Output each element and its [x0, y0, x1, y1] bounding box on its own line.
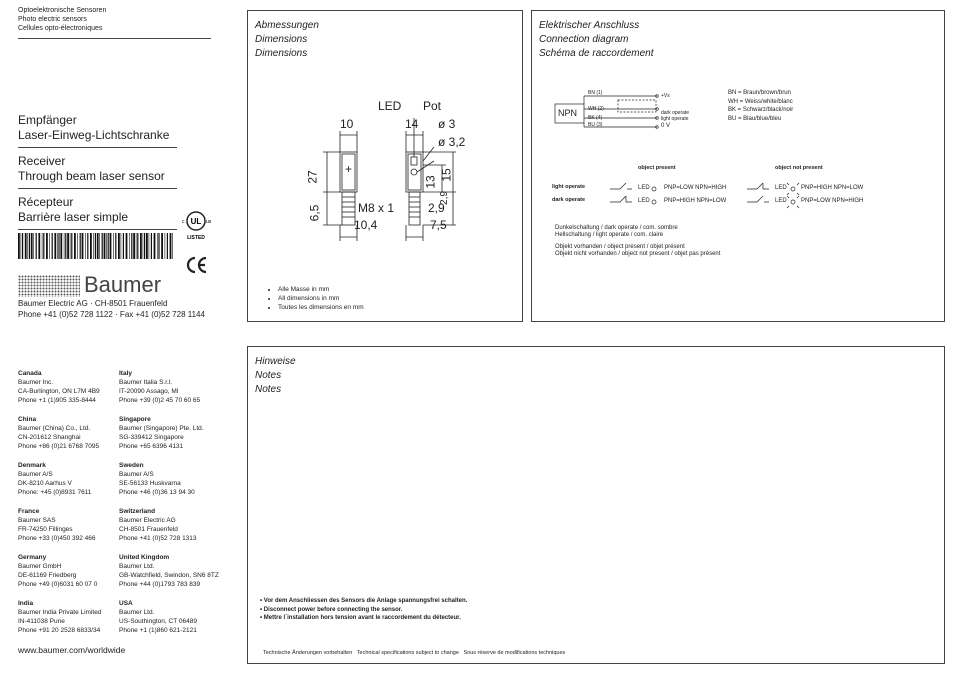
connection-title-en: Connection diagram — [539, 34, 629, 45]
dimensions-title-en: Dimensions — [255, 34, 308, 45]
legend-line: BK = Schwarz/black/noir — [728, 107, 794, 113]
contact-country: China — [18, 416, 37, 423]
dim-7-5: 7,5 — [430, 218, 447, 232]
dimension-notes — [270, 285, 364, 312]
label-led: LED — [378, 99, 402, 113]
header-block — [18, 6, 106, 33]
dim-10: 10 — [340, 117, 354, 131]
contact-line: DE-61169 Friedberg — [18, 572, 77, 579]
svg-text:us: us — [206, 219, 212, 225]
contact-line: SG-339412 Singapore — [119, 434, 184, 441]
contact-line: Baumer GmbH — [18, 563, 62, 570]
dim-14: 14 — [405, 117, 419, 131]
dimensions-title-fr: Dimensions — [255, 48, 308, 59]
contact-entry — [119, 461, 195, 497]
wire-bn: BN (1) — [588, 90, 603, 96]
notes-title-de: Hinweise — [255, 356, 296, 367]
product-title-fr-line1: Récepteur — [18, 195, 74, 209]
brand-phone: Phone +41 (0)52 728 1122 · Fax +41 (0)52 728 1144 — [18, 310, 205, 319]
contact-line: Phone +44 (0)1793 783 839 — [119, 581, 201, 588]
cell-dark-present: PNP=HIGH NPN=LOW — [664, 198, 727, 204]
terminal-light: light operate — [661, 116, 689, 122]
cell-dark-absent-led: LED — [775, 198, 787, 204]
contact-line: Phone +46 (0)36 13 94 30 — [119, 489, 195, 496]
header-line: Cellules opto-électroniques — [18, 25, 103, 32]
dim-13: 13 — [423, 175, 438, 189]
contact-entry — [18, 599, 101, 635]
dim-thread: M8 x 1 — [358, 201, 395, 215]
row-light-operate: light operate — [552, 184, 586, 190]
contact-line: Baumer (China) Co., Ltd. — [18, 425, 91, 432]
cell-dark-absent: PNP=LOW NPN=HIGH — [801, 198, 864, 204]
website-link[interactable]: www.baumer.com/worldwide — [18, 645, 126, 655]
product-title-de — [18, 113, 169, 143]
plus-mark: + — [345, 162, 353, 176]
contact-country: Sweden — [119, 462, 144, 469]
contact-line: FR-74250 Fillinges — [18, 526, 73, 533]
legend-line: BN = Braun/brown/brun — [728, 90, 791, 96]
dimension-drawing — [248, 11, 524, 323]
contact-line: Baumer Italia S.r.l. — [119, 379, 173, 386]
dim-phi32: ø 3,2 — [438, 135, 466, 149]
product-title-en — [18, 154, 165, 184]
dimension-note: • Alle Masse in mm — [278, 285, 364, 294]
brand-address: Baumer Electric AG · CH-8501 Frauenfeld — [18, 299, 168, 308]
contact-country: Canada — [18, 370, 42, 377]
contact-line: IN-411038 Pune — [18, 618, 65, 625]
footnote: Objekt vorhanden / object present / objet présent — [555, 244, 685, 250]
contact-line: SE-56133 Huskvarna — [119, 480, 181, 487]
dim-6-5: 6,5 — [307, 204, 322, 222]
npn-label: NPN — [558, 108, 578, 118]
contact-country: Germany — [18, 554, 47, 561]
contact-line: Baumer (Singapore) Pte. Ltd. — [119, 425, 204, 432]
divider — [18, 147, 177, 148]
ce-mark — [185, 256, 209, 274]
dim-phi3: ø 3 — [438, 117, 456, 131]
product-title-en-line1: Receiver — [18, 154, 66, 168]
contact-line: CN-201612 Shanghai — [18, 434, 81, 441]
product-title-en-line2: Through beam laser sensor — [18, 169, 165, 183]
contact-line: Baumer A/S — [119, 471, 154, 478]
header-line: Optoelektronische Sensoren — [18, 7, 107, 14]
contact-line: Phone +1 (1)905 335-8444 — [18, 397, 96, 404]
warning-list — [260, 597, 467, 623]
cell-light-present: PNP=LOW NPN=HIGH — [664, 185, 727, 191]
legend-line: BU = Blau/blue/bleu — [728, 115, 782, 122]
contact-country: Italy — [119, 370, 133, 377]
contact-country: Denmark — [18, 462, 46, 469]
contact-line: Baumer Electric AG — [119, 517, 176, 524]
contact-line: Baumer A/S — [18, 471, 53, 478]
legend-line: WH = Weiss/white/blanc — [728, 98, 793, 105]
contact-line: DK-8210 Aarhus V — [18, 480, 72, 487]
product-title-de-line2: Laser-Einweg-Lichtschranke — [18, 128, 170, 142]
product-title-fr — [18, 195, 128, 225]
contact-entry — [119, 507, 197, 543]
contact-line: CH-8501 Frauenfeld — [119, 526, 178, 533]
warning-text: Disconnect power before connecting the sensor. — [263, 606, 403, 613]
svg-text:UL: UL — [190, 217, 202, 226]
svg-text:LISTED: LISTED — [187, 235, 205, 241]
terminal-dark: dark operate — [661, 110, 690, 116]
contact-entry — [18, 507, 96, 543]
label-pot: Pot — [423, 99, 442, 113]
barcode — [18, 233, 175, 259]
footnote: Objekt nicht vorhanden / object not present / objet pas présent — [555, 251, 721, 257]
header-line: Photo electric sensors — [18, 16, 87, 23]
warning-text: Vor dem Anschliessen des Sensors die Anlage spannungsfrei schalten. — [263, 598, 468, 604]
contact-line: Baumer India Private Limited — [18, 609, 102, 616]
dim-15: 15 — [439, 168, 454, 182]
contact-line: Baumer Inc. — [18, 379, 54, 386]
contact-entry — [18, 415, 99, 451]
contact-line: US-Southington, CT 06489 — [119, 618, 197, 625]
contact-entry — [18, 369, 100, 405]
contact-line: Phone +41 (0)52 728 1313 — [119, 535, 197, 542]
col-object-absent: object not present — [775, 165, 823, 171]
contact-country: Switzerland — [119, 508, 156, 515]
dimensions-title-de: Abmessungen — [255, 20, 319, 31]
contact-country: Singapore — [119, 416, 151, 423]
cell-light-absent: PNP=HIGH NPN=LOW — [801, 185, 864, 191]
row-dark-operate: dark operate — [552, 197, 586, 203]
contact-line: Phone +86 (0)21 6768 7095 — [18, 443, 100, 450]
notes-title — [255, 355, 296, 397]
col-object-present: object present — [638, 165, 676, 171]
dimension-note: • Toutes les dimensions en mm — [278, 303, 364, 312]
notes-panel — [247, 346, 945, 664]
contact-line: Phone +91 20 2528 6833/34 — [18, 627, 101, 634]
contact-line: Baumer Ltd. — [119, 563, 155, 570]
contact-entry — [119, 553, 219, 589]
dim-10-4: 10,4 — [354, 218, 378, 232]
product-title-de-line1: Empfänger — [18, 113, 77, 127]
brand-address-block — [18, 298, 205, 320]
contact-line: Baumer Ltd. — [119, 609, 155, 616]
warning-item: • Mettre l´installation hors tension avant le raccordement du détecteur. — [260, 615, 461, 621]
divider — [18, 229, 177, 230]
divider — [18, 38, 211, 39]
terminal-vs: +Vs — [661, 93, 670, 99]
contact-country: France — [18, 508, 40, 515]
wire-bu: BU (3) — [588, 122, 603, 128]
dim-27: 27 — [305, 170, 320, 184]
contact-line: Phone: +45 (0)8931 7611 — [18, 489, 92, 496]
contact-entry — [18, 461, 91, 497]
dimensions-panel — [247, 10, 523, 322]
warning-text: Mettre l´installation hors tension avant le raccordement du détecteur. — [263, 615, 461, 621]
cell-light-present-led: LED — [638, 185, 650, 191]
contact-entry — [18, 553, 97, 589]
baumer-logo — [18, 272, 193, 297]
terminal-0v: 0 V — [661, 123, 671, 129]
contact-line: CA-Burlington, ON L7M 4B9 — [18, 388, 100, 395]
contact-line: GB-Watchfield, Swindon, SN6 8TZ — [119, 572, 219, 579]
footnotes-operate — [555, 225, 678, 239]
contact-country: India — [18, 600, 34, 607]
contact-country: USA — [119, 600, 133, 607]
product-title-fr-line2: Barrière laser simple — [18, 210, 129, 224]
notes-title-fr: Notes — [255, 384, 282, 395]
contact-line: Phone +33 (0)450 392 466 — [18, 535, 96, 542]
dim-2-9-vertical: 2,9 — [438, 191, 450, 205]
dimension-note: • All dimensions in mm — [278, 294, 364, 303]
contact-line: IT-20090 Assago, MI — [119, 388, 179, 395]
warning-item: • Disconnect power before connecting the sensor. — [260, 606, 403, 613]
contact-line: Phone +1 (1)860 621-2121 — [119, 627, 197, 634]
wire-wh: WH (2) — [588, 106, 604, 112]
footnote: Dunkelschaltung / dark operate / com. sombre — [555, 225, 678, 231]
svg-text:c: c — [182, 219, 185, 225]
brand-name: Baumer — [84, 272, 162, 297]
contact-line: Phone +39 (0)2 45 70 60 65 — [119, 397, 201, 404]
cell-light-absent-led: LED — [775, 185, 787, 191]
switch-symbols — [532, 176, 946, 211]
contact-line: Phone +49 (0)6031 60 07 0 — [18, 581, 98, 588]
contact-line: Phone +65 6396 4131 — [119, 443, 184, 450]
wire-legend — [728, 89, 793, 123]
footnotes-object — [555, 244, 720, 258]
wiring-diagram — [532, 11, 946, 323]
divider — [18, 188, 177, 189]
dim-2-9: 2,9 — [428, 201, 445, 215]
ul-listed-logo — [178, 209, 214, 243]
contact-line: Baumer SAS — [18, 517, 56, 524]
wire-bk: BK (4) — [588, 115, 603, 121]
contact-entry — [119, 415, 204, 451]
connection-title-fr: Schéma de raccordement — [539, 48, 654, 59]
warning-item: • Vor dem Anschliessen des Sensors die Anlage spannungsfrei schalten. — [260, 598, 468, 604]
contact-country: United Kingdom — [119, 554, 170, 561]
connection-panel — [531, 10, 945, 322]
notes-footer: Technische Änderungen vorbehalten Technical specifications subject to change Sous réserve de modifications techniques — [263, 650, 566, 656]
cell-dark-present-led: LED — [638, 198, 650, 204]
notes-title-en: Notes — [255, 370, 282, 381]
connection-title-de: Elektrischer Anschluss — [539, 20, 640, 31]
contact-entry — [119, 599, 197, 635]
contact-entry — [119, 369, 200, 405]
footnote: Hellschaltung / light operate / com. claire — [555, 232, 664, 238]
